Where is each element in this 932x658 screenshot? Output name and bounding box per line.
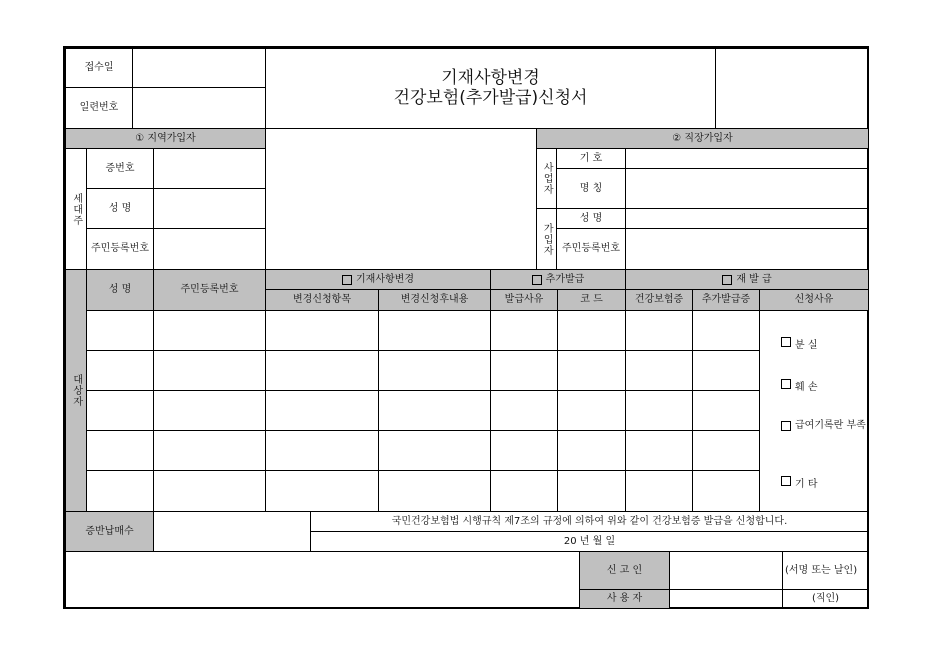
target-row-4-name-cell[interactable]: [86, 430, 154, 471]
target-row-2-change-content-cell[interactable]: [378, 350, 491, 391]
local-card-no-field[interactable]: [153, 148, 266, 189]
reason-option-insufficient[interactable]: [781, 420, 867, 432]
target-row-5-rrn-cell[interactable]: [153, 470, 266, 512]
employer-company-label: [556, 168, 626, 209]
target-row-3-additional-card-cell[interactable]: [692, 390, 760, 431]
employer-company-field[interactable]: [625, 168, 869, 209]
target-row-1-rrn-cell[interactable]: [153, 310, 266, 351]
returned-cards-label: [65, 511, 154, 552]
target-row-5-health-card-cell[interactable]: [625, 470, 693, 512]
householder-side-label: [65, 148, 87, 270]
member-rrn-text: 주민등록번호: [562, 243, 620, 255]
employer-side-text: 사업자: [541, 162, 553, 195]
target-row-4-rrn-cell[interactable]: [153, 430, 266, 471]
employer-label: [579, 589, 670, 609]
reason-option-loss[interactable]: [781, 336, 818, 351]
target-row-1-code-cell[interactable]: [557, 310, 626, 351]
employer-seal-box[interactable]: [782, 589, 869, 609]
target-row-3-rrn-cell[interactable]: [153, 390, 266, 431]
reason-damage-text: 훼 손: [795, 382, 818, 393]
change-item-header: [265, 289, 379, 311]
target-row-4-health-card-cell[interactable]: [625, 430, 693, 471]
local-rrn-field[interactable]: [153, 228, 266, 270]
reason-option-damage[interactable]: [781, 378, 818, 393]
householder-side-text: 세대주: [70, 192, 82, 226]
middle-blank-area: [265, 128, 537, 270]
member-side-label: [536, 208, 557, 270]
reissue-group-checkbox[interactable]: [722, 275, 732, 285]
target-row-2-additional-card-cell[interactable]: [692, 350, 760, 391]
target-row-3-health-card-cell[interactable]: [625, 390, 693, 431]
target-row-1-change-item-cell[interactable]: [265, 310, 379, 351]
reissue-group-text: 재 발 급: [736, 273, 772, 285]
local-name-field[interactable]: [153, 188, 266, 229]
target-row-1-change-content-cell[interactable]: [378, 310, 491, 351]
member-name-field[interactable]: [625, 208, 869, 229]
employer-company-text: 명 칭: [579, 182, 603, 194]
local-card-no-text: 증번호: [105, 162, 135, 174]
target-row-5-code-cell[interactable]: [557, 470, 626, 512]
statement-text: [310, 511, 869, 532]
reporter-field[interactable]: [669, 551, 783, 590]
form-title-line1: 기재사항변경: [441, 67, 540, 88]
target-row-3-change-item-cell[interactable]: [265, 390, 379, 431]
reason-insufficient-checkbox[interactable]: [781, 421, 791, 431]
local-rrn-label: [86, 228, 154, 270]
target-row-5-additional-card-cell[interactable]: [692, 470, 760, 512]
employer-symbol-text: 기 호: [579, 152, 603, 164]
date-line-text: 20 년 월 일: [563, 535, 616, 547]
target-row-3-code-cell[interactable]: [557, 390, 626, 431]
target-row-1-issue-reason-cell[interactable]: [490, 310, 558, 351]
reason-other-checkbox[interactable]: [781, 476, 791, 486]
footer-blank-area: [65, 551, 580, 609]
health-card-header: [625, 289, 693, 311]
target-row-2-code-cell[interactable]: [557, 350, 626, 391]
issue-reason-header: [490, 289, 558, 311]
request-reason-text: 신청사유: [794, 294, 834, 306]
local-name-text: 성 명: [108, 202, 132, 214]
target-row-5-change-item-cell[interactable]: [265, 470, 379, 512]
request-reason-header: [759, 289, 869, 311]
change-content-text: 변경신청후내용: [400, 294, 469, 306]
date-line[interactable]: [310, 531, 869, 552]
targets-rrn-header-text: 주민등록번호: [180, 284, 239, 296]
employer-side-label: [536, 148, 557, 209]
workplace-section-header: [536, 128, 869, 149]
target-row-5-name-cell[interactable]: [86, 470, 154, 512]
employer-symbol-label: [556, 148, 626, 169]
member-side-text: 가입자: [541, 222, 553, 256]
local-section-label: ① 지역가입자: [135, 132, 196, 144]
header-blank-box: [715, 48, 869, 129]
additional-group-header: [490, 269, 626, 290]
change-group-text: 기재사항변경: [356, 273, 414, 285]
additional-group-checkbox[interactable]: [532, 275, 542, 285]
target-row-3-name-cell[interactable]: [86, 390, 154, 431]
reporter-sign-text: (서명 또는 날인): [785, 564, 858, 576]
targets-side-label: [65, 269, 87, 512]
returned-cards-text: 증반납매수: [85, 525, 134, 537]
code-header: [557, 289, 626, 311]
form-title: [265, 48, 716, 129]
receipt-date-field[interactable]: [132, 48, 266, 88]
form-title-line2: 건강보험(추가발급)신청서: [393, 87, 588, 108]
receipt-date-label: [65, 48, 133, 88]
serial-no-label-text: 일련번호: [79, 102, 119, 114]
receipt-date-label-text: 접수일: [84, 62, 114, 74]
target-row-4-code-cell[interactable]: [557, 430, 626, 471]
returned-cards-field[interactable]: [153, 511, 311, 552]
target-row-2-issue-reason-cell[interactable]: [490, 350, 558, 391]
target-row-2-health-card-cell[interactable]: [625, 350, 693, 391]
target-row-1-health-card-cell[interactable]: [625, 310, 693, 351]
reason-option-other[interactable]: [781, 475, 818, 490]
target-row-2-rrn-cell[interactable]: [153, 350, 266, 391]
member-rrn-field[interactable]: [625, 228, 869, 270]
local-card-no-label: [86, 148, 154, 189]
targets-name-header: [86, 269, 154, 311]
target-row-5-change-content-cell[interactable]: [378, 470, 491, 512]
reason-loss-checkbox[interactable]: [781, 337, 791, 347]
application-form: [63, 46, 869, 609]
code-text: 코 드: [580, 294, 603, 306]
target-row-2-name-cell[interactable]: [86, 350, 154, 391]
workplace-section-label: ② 직장가입자: [672, 132, 733, 144]
targets-name-header-text: 성 명: [108, 284, 132, 296]
additional-card-text: 추가발급증: [701, 294, 751, 306]
health-card-text: 건강보험증: [634, 294, 684, 306]
statement-line: 국민건강보험법 시행규칙 제7조의 규정에 의하여 위와 같이 건강보험증 발급을 신청합니다.: [391, 515, 788, 527]
targets-rrn-header: [153, 269, 266, 311]
reporter-sign-box[interactable]: [782, 551, 869, 590]
additional-card-header: [692, 289, 760, 311]
reason-damage-checkbox[interactable]: [781, 379, 791, 389]
target-row-3-change-content-cell[interactable]: [378, 390, 491, 431]
reissue-group-header: [625, 269, 869, 290]
reporter-text: 신 고 인: [606, 564, 643, 576]
employer-field[interactable]: [669, 589, 783, 609]
reporter-label: [579, 551, 670, 590]
additional-group-text: 추가발급: [545, 273, 585, 285]
serial-no-label: [65, 87, 133, 129]
reason-insufficient-text: 급여기록란 부족: [795, 420, 866, 431]
target-row-4-issue-reason-cell[interactable]: [490, 430, 558, 471]
serial-no-field[interactable]: [132, 87, 266, 129]
targets-side-text: 대상자: [70, 374, 82, 407]
local-rrn-text: 주민등록번호: [91, 243, 149, 255]
local-section-header: [65, 128, 266, 149]
member-name-label: [556, 208, 626, 229]
member-rrn-label: [556, 228, 626, 270]
target-row-1-additional-card-cell[interactable]: [692, 310, 760, 351]
change-item-text: 변경신청항목: [293, 294, 351, 306]
target-row-4-change-item-cell[interactable]: [265, 430, 379, 471]
change-group-header: [265, 269, 491, 290]
target-row-2-change-item-cell[interactable]: [265, 350, 379, 391]
target-row-4-additional-card-cell[interactable]: [692, 430, 760, 471]
employer-seal-text: (직인): [811, 593, 840, 605]
employer-symbol-field[interactable]: [625, 148, 869, 169]
member-name-text: 성 명: [579, 212, 603, 224]
target-row-4-change-content-cell[interactable]: [378, 430, 491, 471]
reason-loss-text: 분 실: [795, 340, 818, 351]
change-group-checkbox[interactable]: [342, 275, 352, 285]
target-row-1-name-cell[interactable]: [86, 310, 154, 351]
local-name-label: [86, 188, 154, 229]
change-content-header: [378, 289, 491, 311]
issue-reason-text: 발급사유: [504, 294, 544, 306]
reason-other-text: 기 타: [795, 479, 818, 490]
employer-text: 사 용 자: [606, 593, 643, 605]
target-row-3-issue-reason-cell[interactable]: [490, 390, 558, 431]
target-row-5-issue-reason-cell[interactable]: [490, 470, 558, 512]
